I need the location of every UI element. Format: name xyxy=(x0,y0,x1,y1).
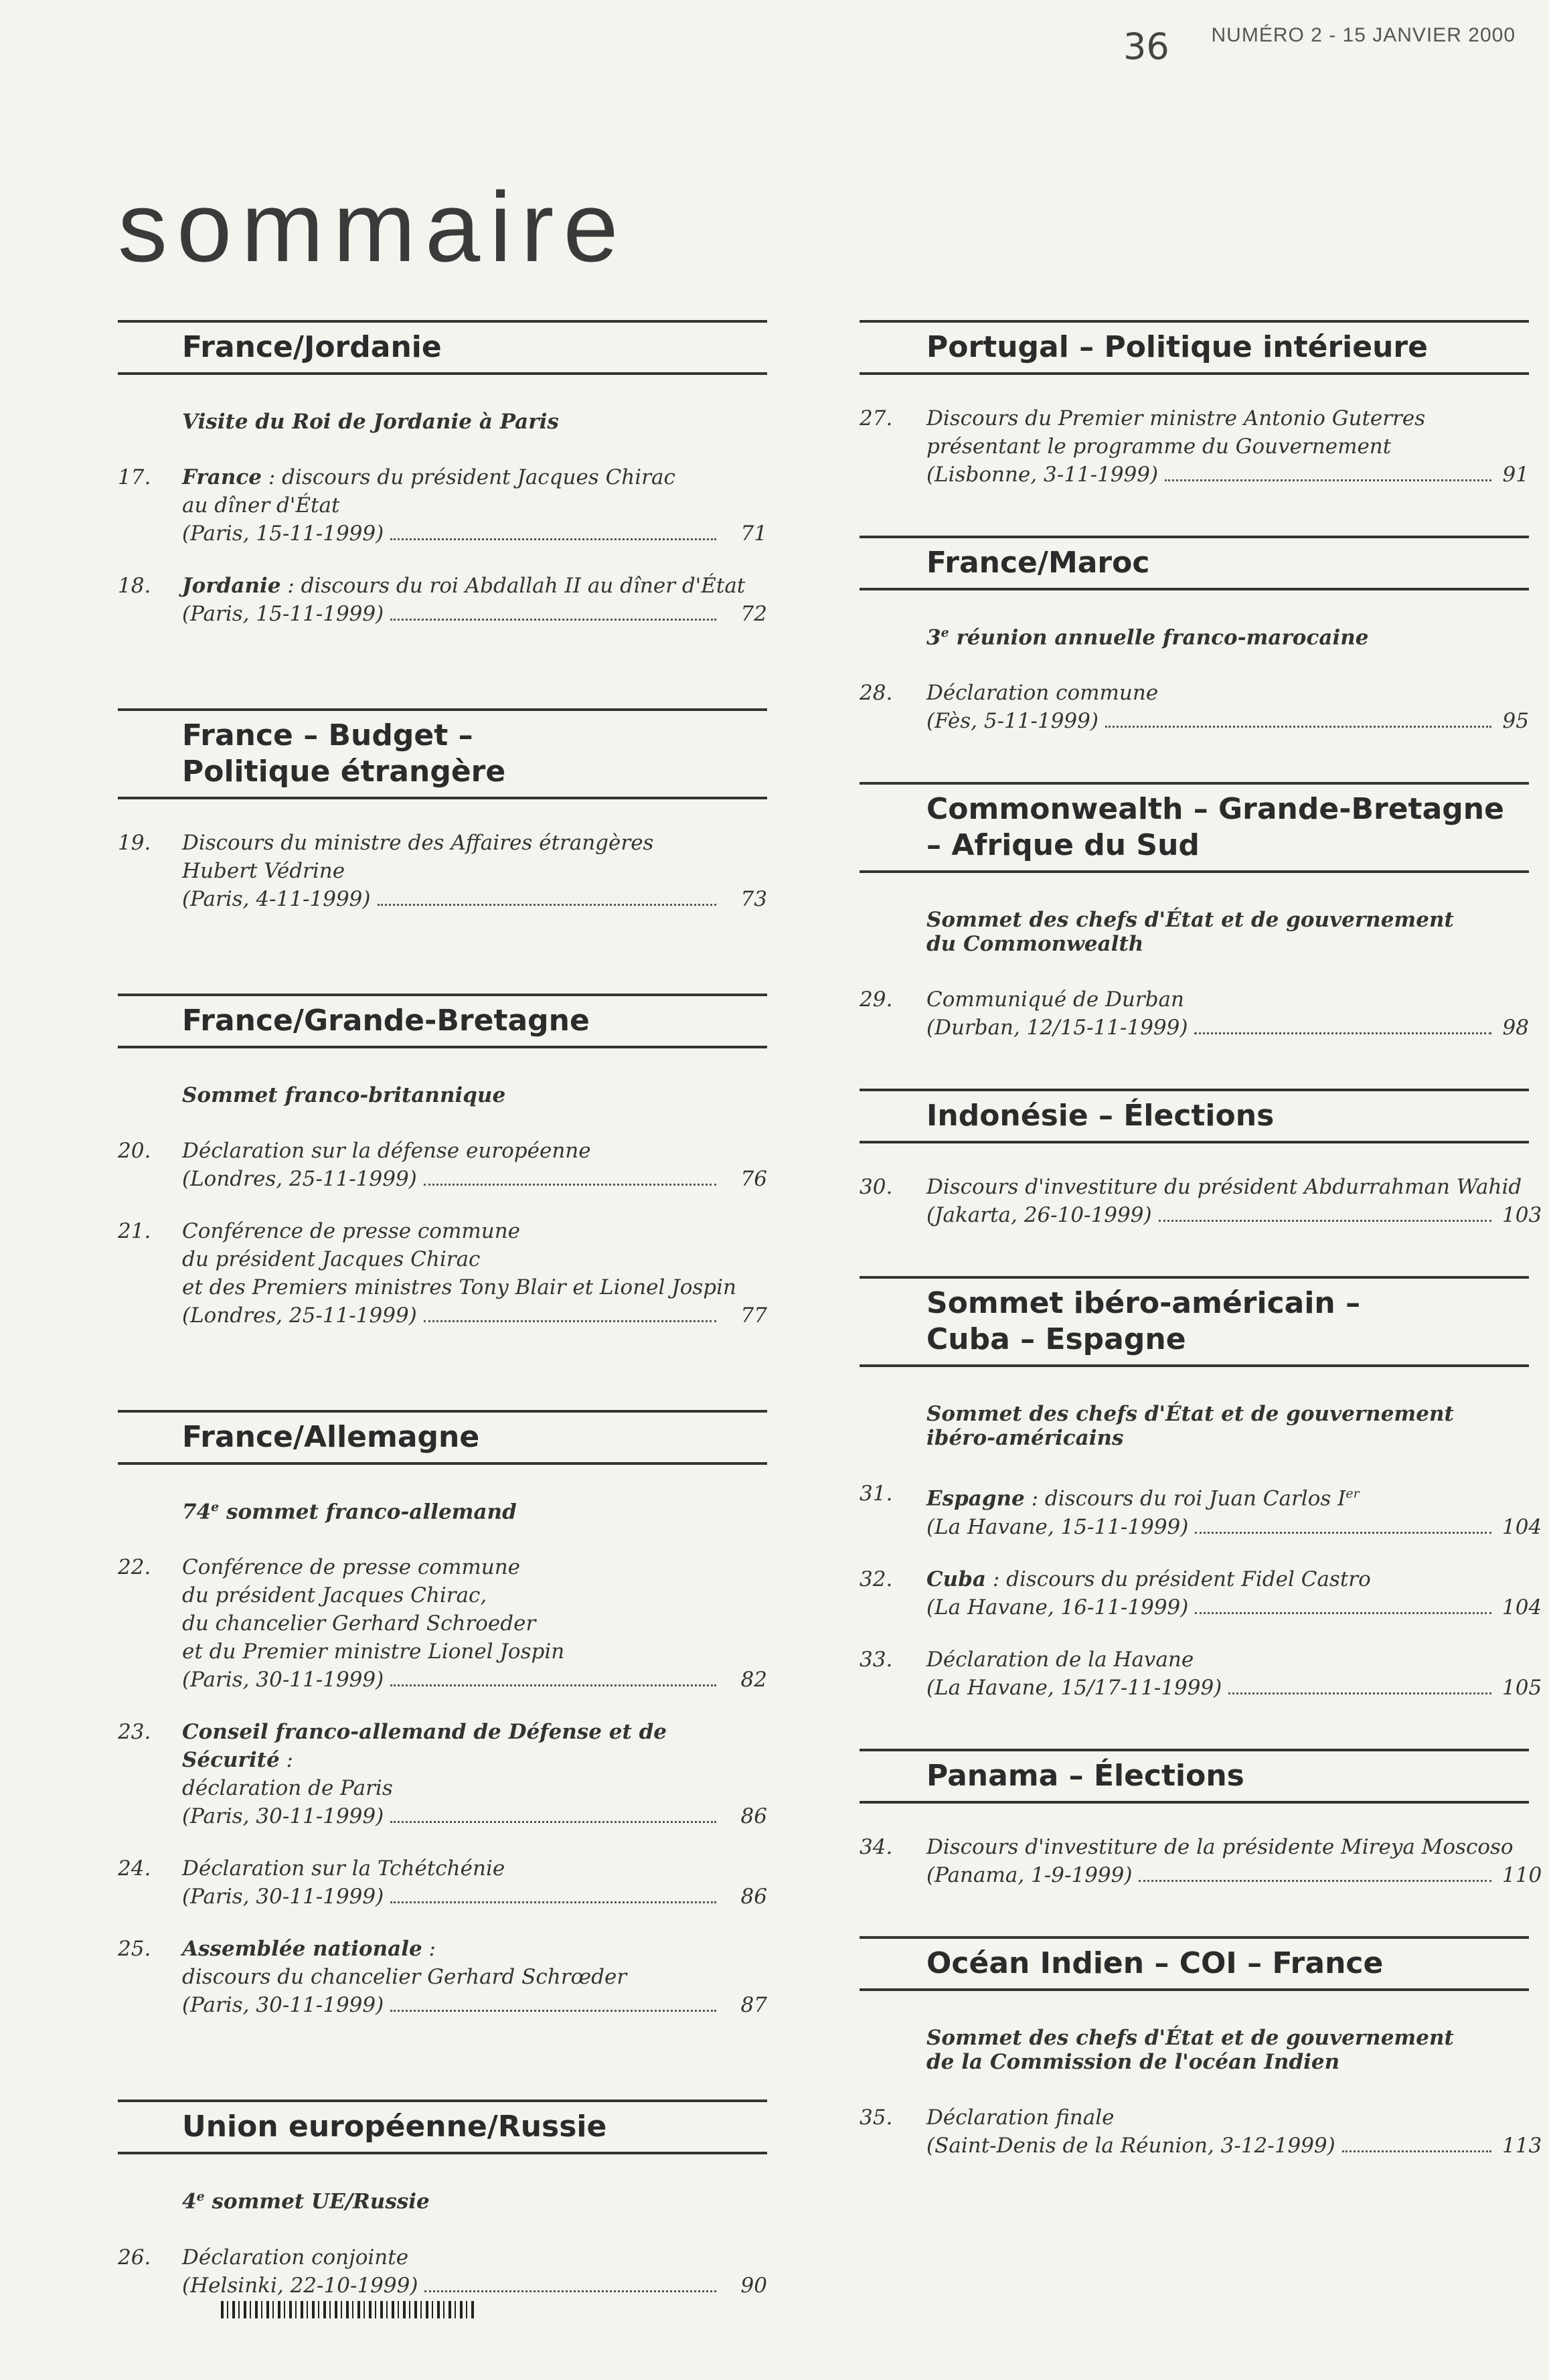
section-heading xyxy=(860,1936,1529,1991)
entry-text xyxy=(926,1565,1542,1621)
entry-number: 24. xyxy=(118,1856,151,1881)
toc-entry[interactable] xyxy=(118,1217,767,1330)
entry-source: (Paris, 30-11-1999) xyxy=(182,1668,384,1692)
entry-source-line xyxy=(182,1666,767,1694)
entry-line-text: discours du chancelier Gerhard Schrœder xyxy=(182,1965,627,1990)
section-heading xyxy=(860,1749,1529,1804)
toc-entry[interactable] xyxy=(860,404,1529,489)
toc-entry[interactable] xyxy=(860,985,1529,1042)
section-heading xyxy=(118,320,767,375)
page-number: 73 xyxy=(740,887,767,911)
entry-text xyxy=(182,1935,767,2019)
page-number: 71 xyxy=(740,522,767,546)
dot-leader xyxy=(390,1821,716,1823)
entry-source: (Helsinki, 22-10-1999) xyxy=(182,2273,418,2298)
page-number: 104 xyxy=(1502,1514,1542,1539)
entry-number: 29. xyxy=(860,987,893,1012)
entry-text xyxy=(182,572,767,628)
page-number: 95 xyxy=(1502,709,1529,734)
toc-section xyxy=(860,1936,1542,2160)
toc-section xyxy=(118,994,767,1330)
toc-section xyxy=(860,782,1529,1042)
entry-number: 31. xyxy=(860,1482,893,1506)
page-number: 110 xyxy=(1502,1862,1542,1887)
entry-line xyxy=(182,572,767,600)
dot-leader xyxy=(1194,1032,1491,1034)
dot-leader xyxy=(424,2290,716,2292)
dot-leader xyxy=(1165,479,1491,481)
entry-line-text: Déclaration sur la Tchétchénie xyxy=(182,1856,505,1881)
entry-number: 18. xyxy=(118,574,151,598)
entry-source: (Paris, 30-11-1999) xyxy=(182,1885,384,1909)
barcode xyxy=(221,2301,475,2318)
entry-number: 33. xyxy=(860,1647,893,1672)
entry-text xyxy=(926,2104,1542,2160)
dot-leader xyxy=(390,2010,716,2012)
entry-line xyxy=(926,432,1529,461)
left-column xyxy=(118,320,767,2380)
section-heading xyxy=(118,708,767,799)
entry-source-line xyxy=(926,1861,1542,1889)
section-heading xyxy=(860,782,1529,873)
entry-line-text: Déclaration commune xyxy=(926,681,1159,706)
section-subtitle xyxy=(926,2026,1529,2074)
entry-line xyxy=(182,2243,767,2272)
entry-text xyxy=(926,1173,1542,1229)
toc-entry[interactable] xyxy=(860,679,1529,735)
section-title-line2: Cuba – Espagne xyxy=(926,1322,1186,1357)
subtitle-ordinal: 4 xyxy=(182,2189,197,2214)
entry-bold-label: Jordanie xyxy=(182,574,281,598)
entry-line xyxy=(926,1173,1529,1201)
entry-line xyxy=(182,829,767,857)
entry-source: (Saint-Denis de la Réunion, 3-12-1999) xyxy=(926,2133,1335,2158)
entry-line-text: Discours du ministre des Affaires étrangères xyxy=(182,831,654,855)
entry-line xyxy=(182,857,767,885)
section-heading xyxy=(860,1276,1529,1367)
entry-text xyxy=(182,1854,767,1911)
page-number: 113 xyxy=(1502,2133,1542,2158)
subtitle-ordinal-suffix: e xyxy=(196,2189,205,2205)
subtitle-text: réunion annuelle franco-marocaine xyxy=(949,625,1369,650)
entry-bold-label: Conseil franco-allemand de Défense et de Sécurité xyxy=(182,1720,667,1773)
issue-header: NUMÉRO 2 - 15 JANVIER 2000 xyxy=(1211,24,1516,46)
entry-line-text: Communiqué de Durban xyxy=(926,987,1185,1012)
entry-line xyxy=(182,1718,767,1774)
entry-line xyxy=(182,1553,767,1581)
dot-leader xyxy=(390,1684,716,1686)
page-number: 98 xyxy=(1502,1016,1529,1040)
entry-line-text: présentant le programme du Gouvernement xyxy=(926,434,1392,459)
entry-source: (Paris, 30-11-1999) xyxy=(182,1993,384,2018)
section-title: Indonésie – Élections xyxy=(926,1099,1275,1133)
toc-entry[interactable] xyxy=(118,1718,767,1830)
entry-line xyxy=(182,1217,767,1245)
entry-source-line xyxy=(926,1513,1542,1541)
entry-text xyxy=(926,1480,1542,1540)
entry-source-line xyxy=(926,1014,1529,1042)
entry-text xyxy=(926,679,1529,735)
entry-source: (Lisbonne, 3-11-1999) xyxy=(926,463,1159,487)
entry-source-line xyxy=(182,885,767,913)
toc-entry[interactable] xyxy=(118,829,767,913)
entry-line-text: : discours du roi Abdallah II au dîner d'État xyxy=(280,574,746,598)
subtitle-ordinal-suffix: e xyxy=(211,1500,220,1514)
entry-line xyxy=(182,1638,767,1666)
subtitle-text-line2: ibéro-américains xyxy=(926,1426,1124,1451)
toc-entry[interactable] xyxy=(860,1833,1542,1889)
entry-line-text: Discours d'investiture du président Abdurrahman Wahid xyxy=(926,1175,1522,1200)
toc-entry[interactable] xyxy=(118,1137,767,1193)
entry-line-text: Déclaration finale xyxy=(926,2105,1115,2130)
subtitle-text: Sommet des chefs d'État et de gouvernement xyxy=(926,1402,1454,1427)
entry-text xyxy=(182,463,767,548)
dot-leader xyxy=(378,904,717,906)
entry-line xyxy=(182,1774,767,1802)
entry-source-line xyxy=(926,1674,1542,1702)
subtitle-ordinal: 74 xyxy=(182,1500,212,1524)
dot-leader xyxy=(390,619,716,621)
section-subtitle xyxy=(926,625,1529,649)
entry-source: (Jakarta, 26-10-1999) xyxy=(926,1203,1152,1228)
dot-leader xyxy=(1342,2150,1491,2152)
toc-entry[interactable] xyxy=(860,2104,1542,2160)
entry-number: 17. xyxy=(118,465,151,489)
entry-source: (Panama, 1-9-1999) xyxy=(926,1862,1133,1887)
entry-source: (Paris, 4-11-1999) xyxy=(182,887,371,911)
entry-source: (Durban, 12/15-11-1999) xyxy=(926,1016,1188,1040)
entry-number: 26. xyxy=(118,2245,151,2270)
entry-text xyxy=(182,1217,767,1330)
section-heading xyxy=(860,1089,1529,1143)
section-subtitle xyxy=(182,1500,767,1524)
entry-line-text: : xyxy=(422,1937,436,1962)
entry-line xyxy=(926,679,1529,707)
entry-line xyxy=(926,1480,1529,1512)
page-number: 91 xyxy=(1502,463,1529,487)
entry-source-line xyxy=(926,461,1529,489)
entry-bold-label: Assemblée nationale xyxy=(182,1937,422,1962)
entry-text xyxy=(182,1137,767,1193)
entry-line-text: et des Premiers ministres Tony Blair et Lionel Jospin xyxy=(182,1275,737,1299)
entry-line-text: Hubert Védrine xyxy=(182,859,345,883)
section-subtitle xyxy=(926,908,1529,956)
entry-line-text: : discours du roi Juan Carlos I xyxy=(1024,1486,1346,1511)
page-number: 90 xyxy=(740,2273,767,2298)
subtitle-text: Sommet franco-britannique xyxy=(182,1083,506,1107)
entry-line xyxy=(926,1565,1529,1593)
dot-leader xyxy=(390,538,716,540)
entry-source: (La Havane, 15/17-11-1999) xyxy=(926,1675,1222,1700)
section-title: Panama – Élections xyxy=(926,1758,1244,1793)
entry-text xyxy=(926,1833,1542,1889)
toc-section xyxy=(860,536,1529,735)
toc-entry[interactable] xyxy=(118,463,767,548)
page-title: sommaire xyxy=(118,172,628,283)
entry-number: 28. xyxy=(860,681,893,706)
entry-number: 21. xyxy=(118,1219,151,1243)
section-title: France/Jordanie xyxy=(182,330,442,364)
entry-number: 34. xyxy=(860,1834,893,1859)
dot-leader xyxy=(424,1320,716,1322)
section-title: Portugal – Politique intérieure xyxy=(926,330,1428,364)
handwritten-page-mark: 36 xyxy=(1123,25,1169,68)
entry-text xyxy=(926,985,1529,1042)
dot-leader xyxy=(1139,1880,1491,1882)
entry-source-line xyxy=(182,1301,767,1330)
toc-section xyxy=(860,320,1529,489)
toc-entry[interactable] xyxy=(860,1646,1542,1702)
entry-line xyxy=(182,1581,767,1609)
entry-text xyxy=(926,1646,1542,1702)
section-title: Commonwealth – Grande-Bretagne xyxy=(926,792,1504,827)
page-number: 86 xyxy=(740,1804,767,1829)
section-heading xyxy=(118,994,767,1048)
section-title: Sommet ibéro-américain – xyxy=(926,1286,1361,1321)
entry-line xyxy=(182,1609,767,1638)
dot-leader xyxy=(1228,1692,1491,1694)
toc-section xyxy=(860,1276,1542,1701)
entry-source: (Paris, 15-11-1999) xyxy=(182,522,384,546)
entry-number: 32. xyxy=(860,1567,893,1591)
entry-source: (La Havane, 16-11-1999) xyxy=(926,1595,1189,1619)
entry-source-line xyxy=(182,2272,767,2300)
entry-number: 25. xyxy=(118,1937,151,1962)
toc-section xyxy=(118,1410,767,2019)
entry-line-text: Conférence de presse commune xyxy=(182,1555,521,1580)
entry-source-line xyxy=(926,2132,1542,2160)
section-title: France/Grande-Bretagne xyxy=(182,1004,590,1038)
entry-text xyxy=(182,2243,767,2300)
entry-line-text: au dîner d'État xyxy=(182,493,340,518)
entry-line xyxy=(926,2104,1529,2132)
entry-number: 23. xyxy=(118,1720,151,1745)
entry-line xyxy=(182,1854,767,1883)
entry-source-line xyxy=(182,1802,767,1830)
toc-section xyxy=(860,1749,1542,1889)
dot-leader xyxy=(1159,1220,1491,1222)
section-title: France/Allemagne xyxy=(182,1420,480,1454)
entry-line xyxy=(182,1245,767,1273)
page-number: 77 xyxy=(740,1303,767,1328)
section-title: France – Budget – xyxy=(182,718,473,752)
entry-line xyxy=(182,1963,767,1991)
entry-source-line xyxy=(182,1883,767,1911)
section-title-line2: Politique étrangère xyxy=(182,755,506,789)
dot-leader xyxy=(1195,1612,1491,1614)
subtitle-text-line2: de la Commission de l'océan Indien xyxy=(926,2049,1340,2074)
subtitle-text: sommet franco-allemand xyxy=(219,1500,517,1524)
section-subtitle xyxy=(182,410,767,434)
entry-number: 20. xyxy=(118,1139,151,1163)
entry-line xyxy=(926,1646,1529,1674)
subtitle-ordinal-suffix: e xyxy=(941,625,949,640)
page-number: 76 xyxy=(740,1167,767,1191)
entry-line xyxy=(926,404,1529,432)
entry-line-text: : xyxy=(279,1748,293,1773)
entry-line-text: du président Jacques Chirac xyxy=(182,1247,481,1271)
section-title: France/Maroc xyxy=(926,546,1150,580)
page-number: 103 xyxy=(1502,1203,1542,1228)
page-number: 87 xyxy=(740,1993,767,2018)
subtitle-text: Sommet des chefs d'État et de gouvernement xyxy=(926,908,1454,933)
entry-source: (Paris, 30-11-1999) xyxy=(182,1804,384,1829)
entry-line xyxy=(926,985,1529,1014)
toc-entry[interactable] xyxy=(860,1480,1542,1540)
subtitle-text: sommet UE/Russie xyxy=(204,2189,430,2214)
page-number: 104 xyxy=(1502,1595,1542,1619)
entry-number: 27. xyxy=(860,406,893,430)
subtitle-text: Sommet des chefs d'État et de gouvernement xyxy=(926,2025,1454,2050)
section-title: Océan Indien – COI – France xyxy=(926,1946,1384,1980)
subtitle-text-line2: du Commonwealth xyxy=(926,932,1144,957)
section-subtitle xyxy=(182,2189,767,2213)
entry-line-text: Discours d'investiture de la présidente Mireya Moscoso xyxy=(926,1834,1514,1859)
entry-number: 35. xyxy=(860,2105,893,2130)
section-heading xyxy=(860,536,1529,590)
entry-number: 22. xyxy=(118,1555,151,1580)
entry-line-text: Déclaration de la Havane xyxy=(926,1647,1194,1672)
entry-source-line xyxy=(926,1593,1542,1621)
entry-text xyxy=(182,1718,767,1830)
page-number: 82 xyxy=(740,1668,767,1692)
toc-entry[interactable] xyxy=(118,2243,767,2300)
entry-line xyxy=(182,1935,767,1963)
right-column xyxy=(860,320,1542,2207)
entry-source: (Fès, 5-11-1999) xyxy=(926,709,1098,734)
page-number: 105 xyxy=(1502,1675,1542,1700)
entry-bold-label: Espagne xyxy=(926,1486,1025,1511)
entry-line-text: Conférence de presse commune xyxy=(182,1219,521,1243)
page-number: 72 xyxy=(740,602,767,626)
entry-line-text: déclaration de Paris xyxy=(182,1776,393,1801)
entry-source-line xyxy=(926,707,1529,735)
toc-section xyxy=(118,320,767,628)
entry-line-text: : discours du président Fidel Castro xyxy=(985,1567,1371,1591)
entry-superscript: er xyxy=(1346,1486,1360,1502)
entry-line-text: Discours du Premier ministre Antonio Guterres xyxy=(926,406,1426,430)
section-subtitle xyxy=(926,1402,1529,1450)
entry-line-text: du président Jacques Chirac, xyxy=(182,1583,487,1608)
entry-source: (Londres, 25-11-1999) xyxy=(182,1167,417,1191)
entry-line-text: Déclaration sur la défense européenne xyxy=(182,1139,591,1163)
page-number: 86 xyxy=(740,1885,767,1909)
entry-text xyxy=(182,1553,767,1694)
section-title: Union européenne/Russie xyxy=(182,2110,607,2144)
entry-line-text: et du Premier ministre Lionel Jospin xyxy=(182,1640,565,1664)
entry-source-line xyxy=(182,520,767,548)
toc-entry[interactable] xyxy=(118,1854,767,1911)
subtitle-text: Visite du Roi de Jordanie à Paris xyxy=(182,410,559,434)
entry-line xyxy=(182,1137,767,1165)
dot-leader xyxy=(390,1901,716,1903)
entry-line-text: Déclaration conjointe xyxy=(182,2245,409,2270)
toc-entry[interactable] xyxy=(860,1173,1542,1229)
entry-line xyxy=(182,463,767,491)
entry-line xyxy=(182,491,767,520)
entry-text xyxy=(926,404,1529,489)
entry-number: 19. xyxy=(118,831,151,855)
toc-entry[interactable] xyxy=(860,1565,1542,1621)
entry-source-line xyxy=(182,600,767,628)
entry-line-text: : discours du président Jacques Chirac xyxy=(262,465,675,489)
toc-entry[interactable] xyxy=(118,1553,767,1694)
subtitle-ordinal: 3 xyxy=(926,625,941,650)
toc-entry[interactable] xyxy=(118,1935,767,2019)
section-heading xyxy=(118,2099,767,2154)
entry-source: (La Havane, 15-11-1999) xyxy=(926,1514,1189,1539)
toc-section xyxy=(118,708,767,913)
entry-line xyxy=(182,1273,767,1301)
dot-leader xyxy=(1195,1532,1491,1534)
section-heading xyxy=(118,1410,767,1465)
entry-source: (Londres, 25-11-1999) xyxy=(182,1303,417,1328)
toc-section xyxy=(118,2099,767,2299)
section-title-line2: – Afrique du Sud xyxy=(926,828,1200,863)
toc-section xyxy=(860,1089,1542,1229)
entry-source-line xyxy=(182,1165,767,1193)
entry-source: (Paris, 15-11-1999) xyxy=(182,602,384,626)
dot-leader xyxy=(424,1184,716,1186)
entry-source-line xyxy=(926,1201,1542,1229)
entry-bold-label: France xyxy=(182,465,262,489)
toc-entry[interactable] xyxy=(118,572,767,628)
entry-text xyxy=(182,829,767,913)
entry-source-line xyxy=(182,1991,767,2019)
section-subtitle xyxy=(182,1083,767,1107)
entry-line xyxy=(926,1833,1529,1861)
section-heading xyxy=(860,320,1529,375)
entry-line-text: du chancelier Gerhard Schroeder xyxy=(182,1611,536,1636)
entry-number: 30. xyxy=(860,1175,893,1200)
entry-bold-label: Cuba xyxy=(926,1567,986,1591)
dot-leader xyxy=(1105,726,1491,728)
